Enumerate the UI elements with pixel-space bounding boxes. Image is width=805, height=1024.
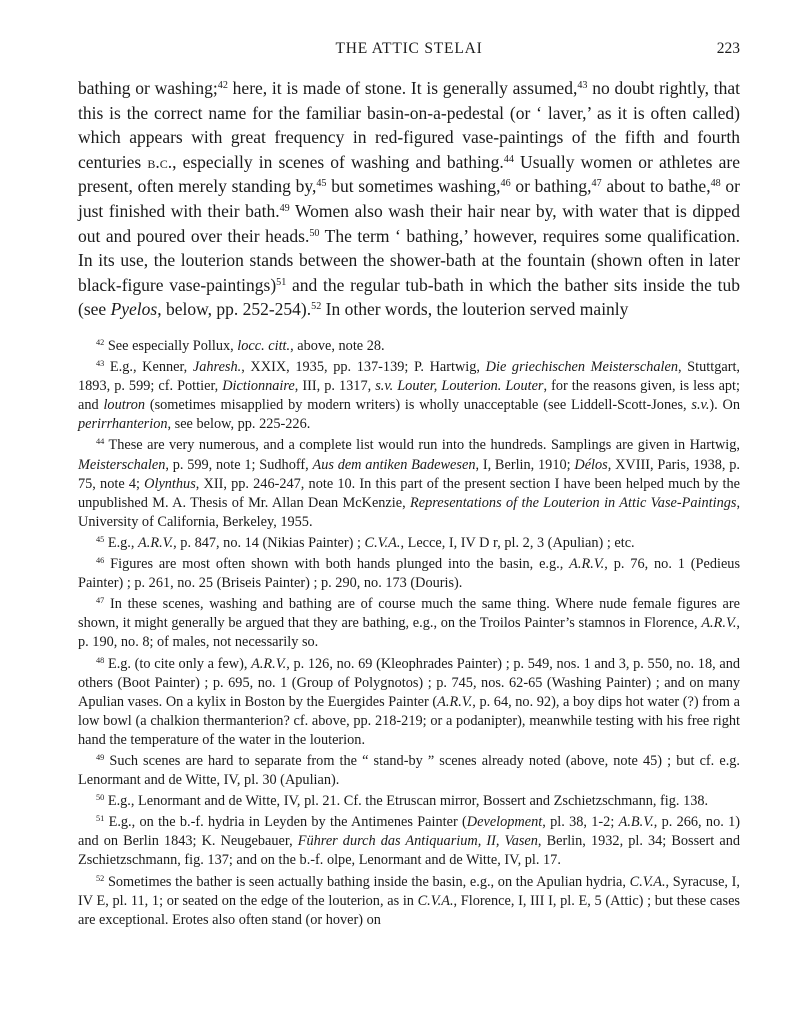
text-run: , for the reasons given, is less apt; and <box>78 378 741 414</box>
text-run: , Berlin, 1932, pl. 34; Bossert and Zschietzschmann, fig. 137; and on the b.-f. olpe, Lenormant and de Witte, IV, pl. 17. <box>78 833 740 869</box>
footnote <box>78 337 740 356</box>
italic-text: Aus dem antiken Badewesen <box>312 456 476 473</box>
footnote <box>78 595 740 652</box>
text-run: E.g., Lenormant and de Witte, IV, pl. 21. Cf. the Etruscan mirror, Bossert and Zschietzschmann, fig. 138. <box>104 793 709 810</box>
footnote-marker: 49 <box>96 753 105 762</box>
text-run: These are very numerous, and a complete list would run into the hundreds. Samplings are given in Hartwig, <box>104 437 740 454</box>
text-run: Women also wash their hair near by, with water that is dipped out and poured over their heads. <box>78 200 740 246</box>
text-run: Usually women or athletes are present, often merely standing by, <box>78 151 740 197</box>
text-run: , Florence, I, III I, pl. E, 5 (Attic) ; but these cases are exceptional. Erotes also often stand (or hover) on <box>78 892 740 928</box>
body-paragraph <box>78 76 740 322</box>
footnote-marker: 51 <box>96 814 105 824</box>
text-run: or just finished with their bath. <box>78 176 740 221</box>
footnote-marker: 49 <box>279 202 290 214</box>
italic-text: A.R.V. <box>251 655 287 672</box>
footnote <box>78 873 740 930</box>
footnotes <box>78 337 740 932</box>
italic-text: Jahresh. <box>192 359 242 376</box>
italic-text: Dictionnaire <box>222 378 295 395</box>
footnote <box>78 555 740 593</box>
text-run: , p. 76, no. 1 (Pedieus Painter) ; p. 261, no. 25 (Briseis Painter) ; p. 290, no. 173 (Douris). <box>78 556 741 592</box>
footnote <box>78 358 740 434</box>
text-run: , above, note 28. <box>290 338 385 354</box>
footnote-marker: 52 <box>96 873 105 883</box>
footnote-marker: 52 <box>311 301 322 313</box>
text-run: , Syracuse, I, IV E, pl. 11, 1; or seated on the edge of the louterion, as in <box>78 873 740 909</box>
italic-text: Führer durch das Antiquarium, II, Vasen <box>297 833 538 850</box>
footnote-marker: 47 <box>591 178 602 190</box>
footnote <box>78 813 740 870</box>
italic-text: A.R.V. <box>437 693 473 710</box>
text-run: and the regular tub-bath in which the bather sits inside the tub (see <box>78 274 740 320</box>
text-run: , see below, pp. 225-226. <box>167 416 311 433</box>
footnote <box>78 752 740 790</box>
text-run: bathing or washing; <box>78 78 218 98</box>
page-number: 223 <box>716 40 740 57</box>
text-run: , Stuttgart, 1893, p. 599; cf. Pottier, <box>78 359 741 395</box>
footnote-marker: 47 <box>96 596 105 606</box>
text-run: E.g., on the b.-f. hydria in Leyden by the Antimenes Painter ( <box>104 814 467 831</box>
text-run: (sometimes misapplied by modern writers) is wholly unacceptable (see Liddell-Scott-Jones, <box>145 397 692 414</box>
italic-text: A.R.V. <box>701 615 737 632</box>
running-title: THE ATTIC STELAI <box>335 40 483 57</box>
small-caps-text: b.c. <box>147 151 173 172</box>
text-run: Sometimes the bather is seen actually bathing inside the basin, e.g., on the Apulian hydria, <box>104 873 630 890</box>
footnote-marker: 46 <box>500 178 511 190</box>
footnote-marker: 50 <box>309 227 320 239</box>
text-run: , I, Berlin, 1910; <box>475 456 575 473</box>
text-run: no doubt rightly, that this is the correct name for the familiar basin-on-a-pedestal (or ‘ laver,’ as it is often called) which appears with great frequency in red-figured vase-paintings of the fifth and fourth centuries <box>78 78 741 172</box>
text-run: here, it is made of stone. It is generally assumed, <box>227 78 578 98</box>
footnote-marker: 48 <box>96 655 105 665</box>
text-run: , XXIX, 1935, pp. 137-139; P. Hartwig, <box>241 359 486 376</box>
running-head <box>78 40 740 62</box>
italic-text: Meisterschalen <box>78 456 166 473</box>
italic-text: C.V.A. <box>417 892 454 909</box>
italic-text: C.V.A. <box>364 534 401 551</box>
text-run: , Lecce, I, IV D r, pl. 2, 3 (Apulian) ; etc. <box>400 534 635 551</box>
text-run: , p. 599, note 1; Sudhoff, <box>165 456 313 473</box>
footnote-marker: 46 <box>96 556 105 566</box>
italic-text: locc. citt. <box>237 338 291 354</box>
footnote-marker: 42 <box>96 338 105 348</box>
text-run: or bathing, <box>510 176 592 197</box>
text-run: E.g. (to cite only a few), <box>104 655 252 672</box>
footnote-marker: 44 <box>503 153 514 165</box>
text-run: E.g., Kenner, <box>104 359 193 376</box>
text-run: ). On <box>709 397 741 414</box>
text-run: , p. 64, no. 92), a boy dips hot water (?) from a low bowl (a chalkion thermanterion? cf. above, pp. 218-219; or a podanipter), meanwhile testing with his free right hand the temperature of the water in the louterion. <box>78 693 740 748</box>
footnote-marker: 43 <box>577 79 588 91</box>
text-run: Such scenes are hard to separate from the “ stand-by ” scenes already noted (above, note 45) ; but cf. e.g. Lenormant and de Witte, IV, pl. 30 (Apulian). <box>78 752 740 789</box>
italic-text: A.R.V. <box>138 534 174 551</box>
italic-text: Pyelos <box>110 299 158 320</box>
footnote-marker: 48 <box>710 178 721 190</box>
text-run: The term ‘ bathing,’ however, requires some qualification. In its use, the louterion stands between the shower-bath at the fountain (shown often in later black-figure vase-paintings) <box>78 225 741 295</box>
text-run: , especially in scenes of washing and bathing. <box>172 151 504 172</box>
footnote <box>78 655 740 750</box>
footnote-marker: 43 <box>96 359 105 369</box>
footnote <box>78 436 740 531</box>
italic-text: Development <box>466 814 543 831</box>
text-run: , p. 126, no. 69 (Kleophrades Painter) ; p. 549, nos. 1 and 3, p. 550, no. 18, and others (Boot Painter) ; p. 695, no. 1 (Group of Polygnotos) ; p. 745, nos. 62-65 (Washing Painter) ; and on many Apulian vases. On a kylix in Boston by the Euergides Painter ( <box>78 655 740 710</box>
italic-text: C.V.A. <box>629 873 666 890</box>
text-run: , below, pp. 252-254). <box>157 299 312 320</box>
italic-text: s.v. <box>691 397 710 414</box>
footnote-marker: 45 <box>316 178 327 190</box>
text-run: , University of California, Berkeley, 1955. <box>78 494 741 530</box>
text-run: , III, p. 1317, <box>294 378 376 395</box>
text-run: about to bathe, <box>601 176 711 197</box>
italic-text: perirrhanterion <box>78 416 168 433</box>
italic-text: loutron <box>103 397 146 414</box>
text-run: but sometimes washing, <box>326 176 501 197</box>
italic-text: s.v. Louter, Louterion. Louter <box>375 378 544 395</box>
text-run: , p. 847, no. 14 (Nikias Painter) ; <box>173 534 365 551</box>
footnote <box>78 534 740 553</box>
text-run: In other words, the louterion served mainly <box>321 299 629 320</box>
text-run: , p. 266, no. 1) and on Berlin 1843; K. Neugebauer, <box>78 814 741 850</box>
footnote <box>78 792 740 811</box>
footnote-marker: 44 <box>96 437 105 447</box>
italic-text: A.B.V. <box>618 814 654 831</box>
text-run: E.g., <box>104 534 139 551</box>
text-run: See especially Pollux, <box>104 338 238 354</box>
footnote-marker: 51 <box>276 276 287 288</box>
text-run: Figures are most often shown with both hands plunged into the basin, e.g., <box>104 556 570 573</box>
footnote-marker: 50 <box>96 793 105 803</box>
footnote-marker: 42 <box>217 79 228 91</box>
italic-text: Olynthus <box>144 475 196 492</box>
italic-text: Die griechischen Meisterschalen <box>485 359 678 376</box>
text-run: In these scenes, washing and bathing are of course much the same thing. Where nude female figures are shown, it might generally be argued that they are bathing, e.g., on the Troilos Painter’s stamnos in Florence, <box>78 596 740 632</box>
text-run: , p. 190, no. 8; of males, not necessarily so. <box>78 615 740 651</box>
italic-text: Representations of the Louterion in Attic Vase-Paintings <box>410 494 737 511</box>
text-run: , XVIII, Paris, 1938, p. 75, note 4; <box>78 456 740 492</box>
italic-text: Délos <box>574 456 608 473</box>
text-run: , pl. 38, 1-2; <box>542 814 619 831</box>
footnote-marker: 45 <box>96 534 105 544</box>
text-run: , XII, pp. 246-247, note 10. In this part of the present section I have been helped much by the unpublished M. A. Thesis of Mr. Allan Dean McKenzie, <box>78 475 740 511</box>
italic-text: A.R.V. <box>569 556 605 573</box>
